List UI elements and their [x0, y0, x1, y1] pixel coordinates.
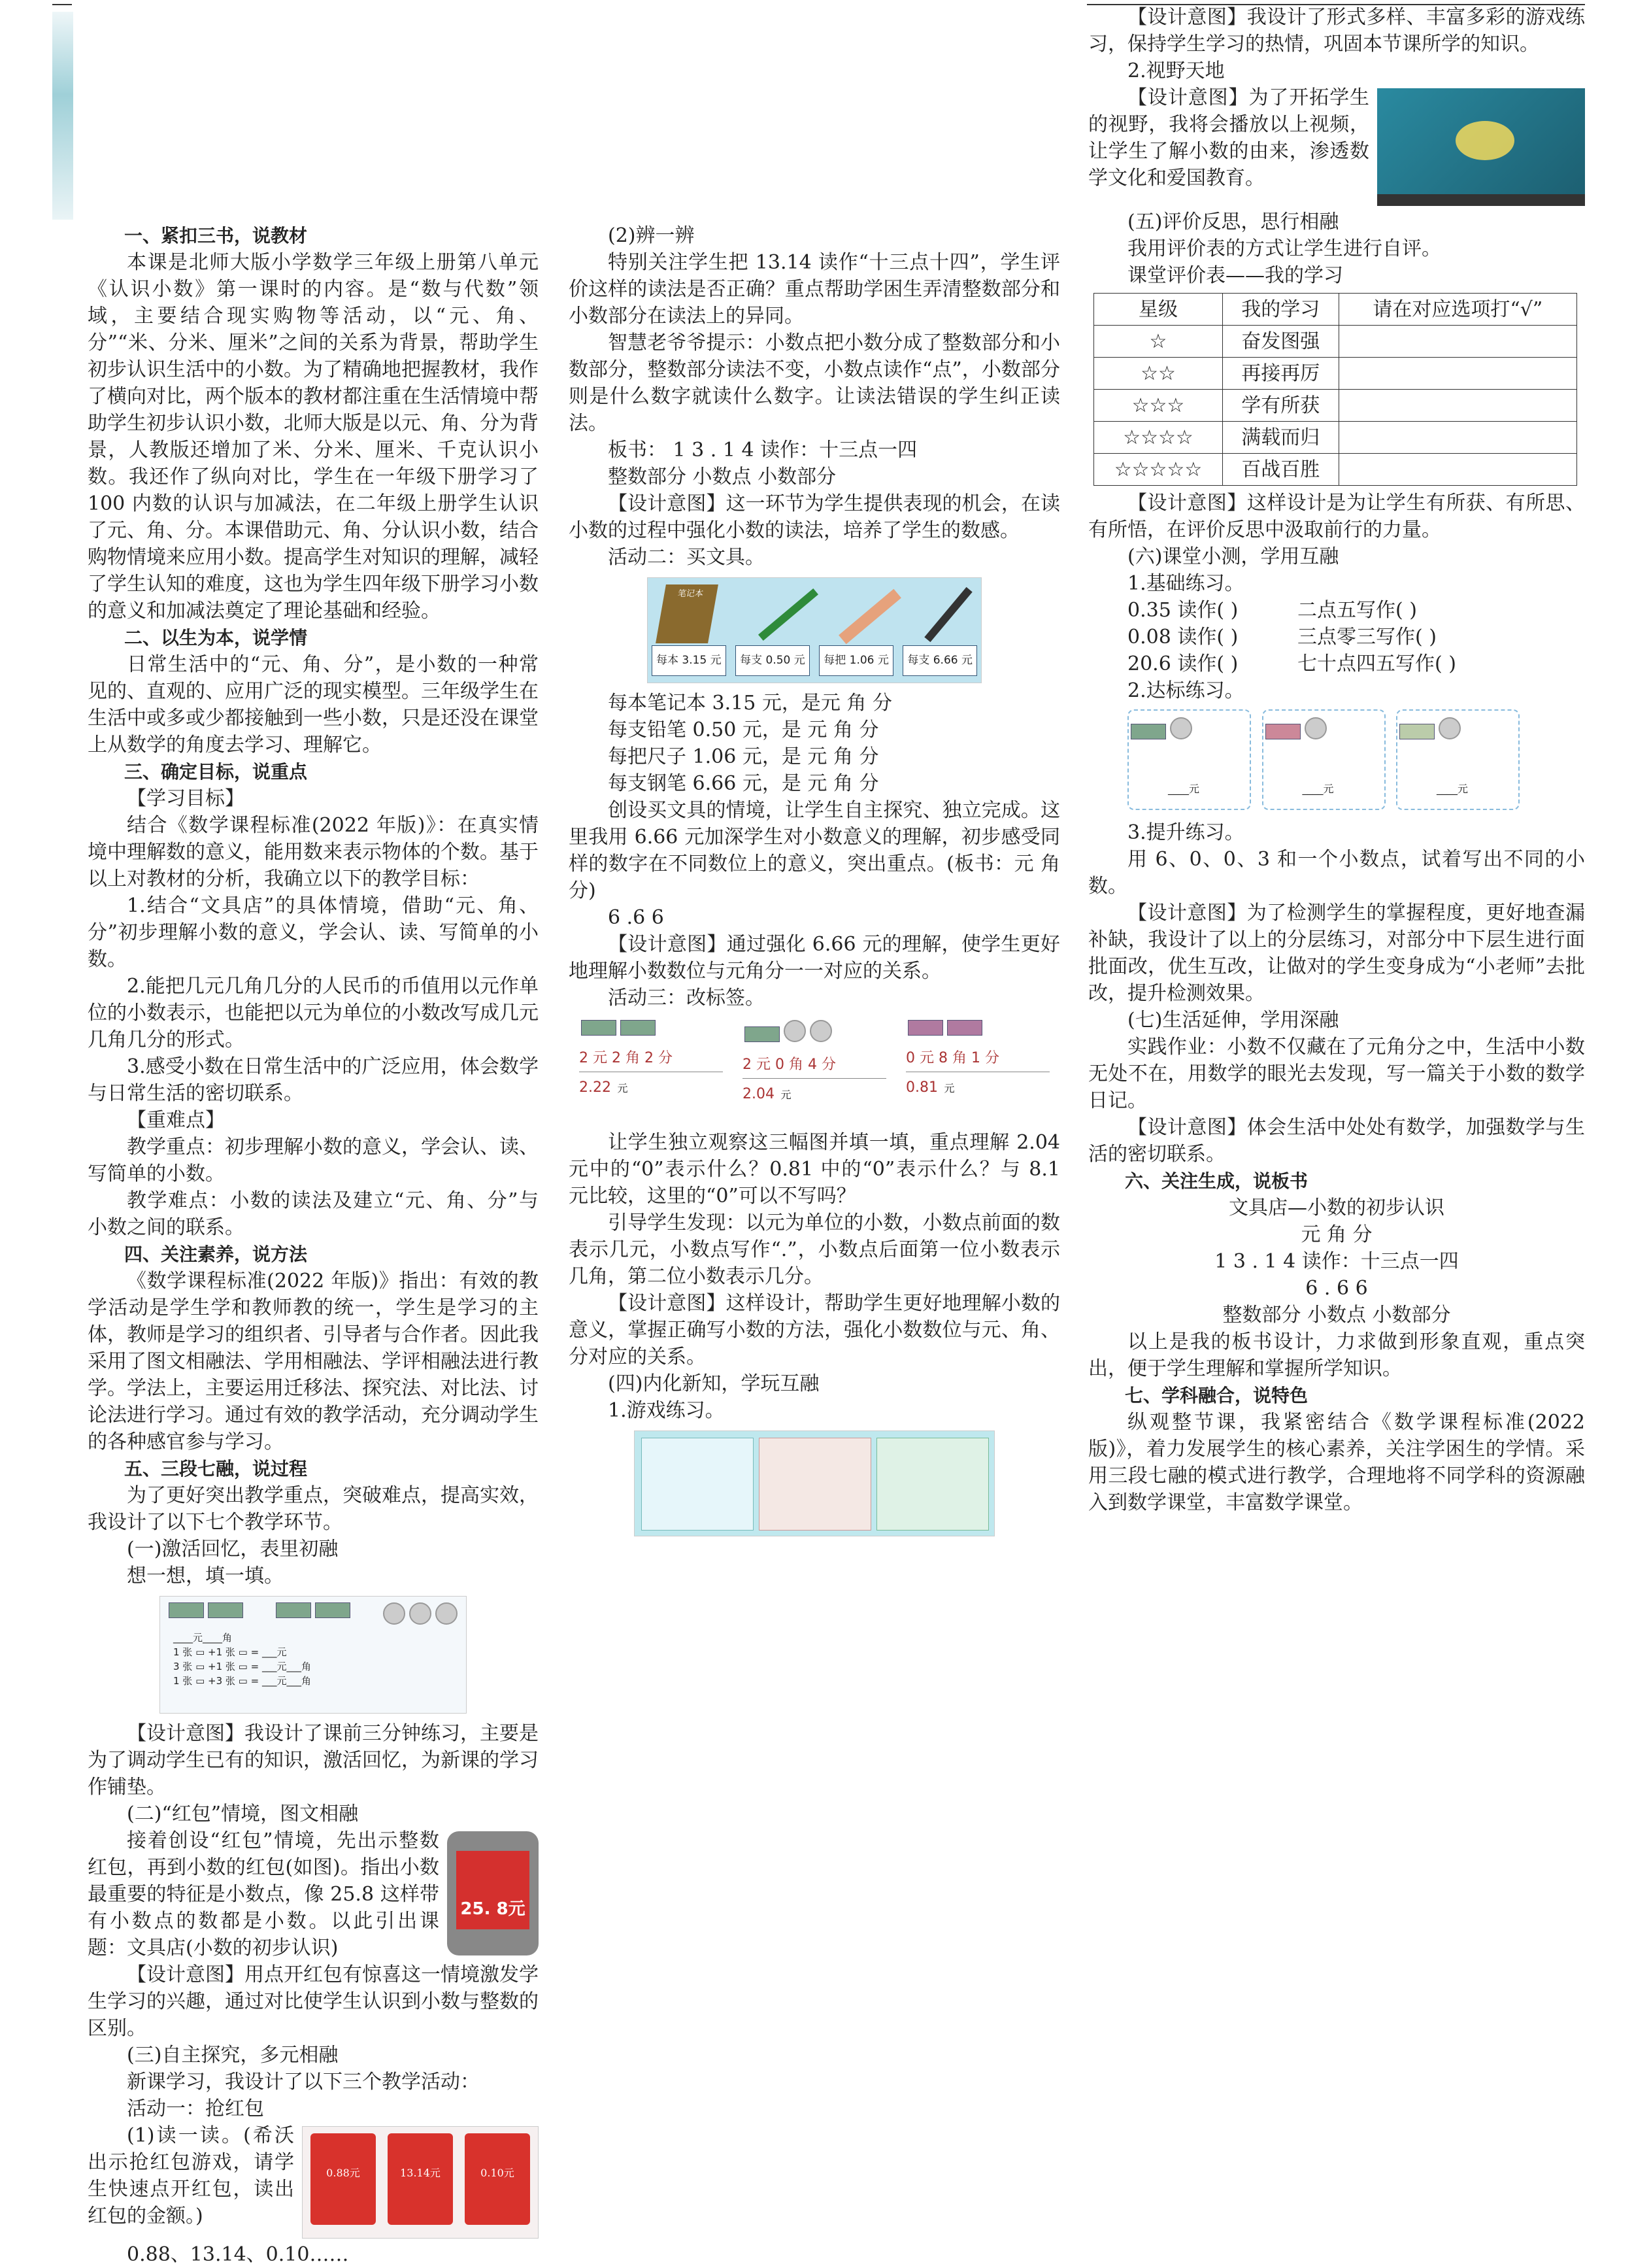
- paragraph: 活动二：买文具。: [608, 546, 765, 569]
- paragraph: 每支钢笔 6.66 元，是 元 角 分: [608, 772, 879, 795]
- section-heading-1: 一、紧扣三书，说教材: [124, 225, 308, 246]
- star-cell: ☆☆: [1094, 358, 1223, 390]
- paragraph: 【设计意图】为了检测学生的掌握程度，更好地查漏补缺，我设计了以上的分层练习，对部分中下层生进行面批面改，优生互改，让做对的学生变身成为“小老师”去批改，提升检测效果。: [1088, 902, 1585, 1005]
- section-heading-5: 五、三段七融，说过程: [124, 1458, 308, 1480]
- banknote-icon: [1131, 724, 1166, 739]
- price-tag: 每把 1.06 元: [819, 645, 893, 676]
- label-group: [906, 1018, 1050, 1108]
- star-cell: ☆: [1094, 326, 1223, 358]
- money-box: [1396, 709, 1520, 810]
- red-packet-screen: [456, 1851, 529, 1929]
- paragraph: 每把尺子 1.06 元，是 元 角 分: [608, 745, 879, 768]
- section-heading-6: 六、关注生成，说板书: [1125, 1170, 1309, 1192]
- table-row: [1094, 358, 1577, 390]
- equation-row: 1 张 ▭ +3 张 ▭ = ___元___角: [173, 1675, 311, 1687]
- paragraph: (二)“红包”情境，图文相融: [127, 1803, 359, 1825]
- red-packets-figure: [302, 2126, 539, 2239]
- exercise-item: 七十点四五写作( ): [1297, 652, 1456, 675]
- paragraph: 整数部分 小数点 小数部分: [608, 465, 837, 488]
- paragraph: 每本笔记本 3.15 元，是元 角 分: [608, 692, 892, 715]
- red-packet-icon: 0.10元: [465, 2133, 530, 2225]
- check-cell[interactable]: [1339, 454, 1576, 486]
- check-cell[interactable]: [1339, 358, 1576, 390]
- price-tags: [652, 645, 977, 676]
- section-heading-3: 三、确定目标，说重点: [124, 761, 308, 783]
- level-cell: 满载而归: [1222, 422, 1339, 454]
- paragraph: (2)辨一辨: [608, 224, 695, 247]
- paragraph: 3.感受小数在日常生活中的广泛应用，体会数学与日常生活的密切联系。: [88, 1055, 539, 1105]
- paragraph: 想一想，填一填。: [127, 1565, 284, 1587]
- paragraph: 【设计意图】体会生活中处处有数学，加强数学与生活的密切联系。: [1088, 1116, 1585, 1166]
- board-line: 整数部分 小数点 小数部分: [1222, 1304, 1451, 1327]
- label-decimal: 2.22: [579, 1079, 611, 1096]
- money-boxes: [1127, 709, 1520, 810]
- exercise-item: 三点零三写作( ): [1297, 626, 1437, 649]
- money-target-figure: [1127, 709, 1520, 814]
- paragraph: 1.游戏练习。: [608, 1399, 725, 1422]
- table-row: [1094, 422, 1577, 454]
- section-heading-2: 二、以生为本，说学情: [124, 627, 308, 649]
- coin-icon: [810, 1020, 832, 1042]
- paragraph: (1)读一读。(希沃出示抢红包游戏，请学生快速点开红包，读出红包的金额。): [88, 2124, 294, 2227]
- check-cell[interactable]: [1339, 390, 1576, 422]
- coin-icon: [409, 1602, 431, 1625]
- paragraph: 3.提升练习。: [1127, 821, 1244, 844]
- paragraph: 接着创设“红包”情境，先出示整数红包，再到小数的红包(如图)。指出小数最重要的特征是小数点，像 25.8 这样带有小数点的数都是小数。以此引出课题：文具店(小数的初步认识): [88, 1829, 439, 1959]
- money-row: [167, 1600, 459, 1631]
- label-decimal-row: [906, 1072, 1050, 1102]
- paragraph: 我用评价表的方式让学生进行自评。: [1127, 237, 1441, 260]
- exercise-row: [1088, 651, 1585, 677]
- paragraph: 2.能把几元几角几分的人民币的币值用以元作单位的小数表示，也能把以元为单位的小数改写成几元几角几分的形式。: [88, 975, 539, 1051]
- paragraph: 教学难点：小数的读法及建立“元、角、分”与小数之间的联系。: [88, 1189, 539, 1239]
- paragraph: 【设计意图】用点开红包有惊喜这一情境激发学生学习的兴趣，通过对比使学生认识到小数与整数的区别。: [88, 1963, 539, 2040]
- star-cell: ☆☆☆☆☆: [1094, 454, 1223, 486]
- paragraph: 0.88、13.14、0.10……: [127, 2243, 349, 2266]
- coin-icon: [435, 1602, 458, 1625]
- label-line: 0 元 8 角 1 分: [906, 1045, 1050, 1072]
- table-row: [1094, 454, 1577, 486]
- banknote-icon: [1265, 724, 1301, 739]
- money-box: [1262, 709, 1386, 810]
- section-heading-4: 四、关注素养，说方法: [124, 1244, 308, 1265]
- table-row: [1094, 326, 1577, 358]
- coin-icon: [1305, 717, 1327, 739]
- paragraph: 纵观整节课，我紧密结合《数学课程标准(2022版)》，着力发展学生的核心素养，关注学困生的学情。采用三段七融的模式进行教学，合理地将不同学科的资源融入到数学课堂，丰富数学课堂。: [1088, 1411, 1585, 1514]
- exercise-row: [1088, 597, 1585, 624]
- evaluation-table: [1093, 293, 1577, 486]
- game-screenshots-figure: [634, 1430, 995, 1536]
- exercise-item: 二点五写作( ): [1297, 599, 1417, 622]
- game-panel: [759, 1438, 871, 1531]
- coin-icon: [1439, 717, 1461, 739]
- table-header: 我的学习: [1222, 294, 1339, 326]
- notebook-icon: 笔记本: [656, 584, 718, 643]
- ruler-icon: [839, 589, 901, 644]
- table-header: 星级: [1094, 294, 1223, 326]
- label-line: 2 元 2 角 2 分: [579, 1045, 723, 1072]
- banknote-icon: [620, 1020, 656, 1036]
- paragraph: 让学生独立观察这三幅图并填一填，重点理解 2.04 元中的“0”表示什么？0.81 中的“0”表示什么？与 8.1 元比较，这里的“0”可以不写吗？: [569, 1131, 1060, 1208]
- pen-icon: [924, 587, 972, 642]
- banknote-icon: [208, 1602, 243, 1618]
- video-progress-bar: [1377, 194, 1585, 206]
- paragraph: 用 6、0、0、3 和一个小数点，试着写出不同的小数。: [1088, 848, 1585, 898]
- label-line: 2 元 0 角 4 分: [742, 1051, 886, 1079]
- banknote-icon: [744, 1026, 780, 1042]
- top-rule-left: [52, 4, 72, 5]
- decorative-side-image: [52, 12, 73, 220]
- level-cell: 学有所获: [1222, 390, 1339, 422]
- paragraph: 课堂评价表——我的学习: [1127, 264, 1343, 287]
- coin-icon: [383, 1602, 405, 1625]
- paragraph: 结合《数学课程标准(2022 年版)》：在真实情境中理解数的意义，能用数来表示物体的个数。基于以上对教材的分析，我确立以下的教学目标：: [88, 814, 539, 890]
- paragraph: (六)课堂小测，学用互融: [1127, 545, 1339, 568]
- paragraph: 活动一：抢红包: [127, 2097, 264, 2120]
- label-decimal: 2.04: [742, 1086, 775, 1102]
- label-groups: [579, 1018, 1050, 1108]
- exercise-item: 0.08 读作( ): [1127, 626, 1239, 649]
- answer-line: ____元: [1302, 783, 1334, 795]
- answer-line: ____元____角: [173, 1632, 233, 1644]
- paragraph: 1.结合“文具店”的具体情境，借助“元、角、分”初步理解小数的意义，学会认、读、写简单的小数。: [88, 894, 539, 971]
- paragraph: (七)生活延伸，学用深融: [1127, 1009, 1339, 1032]
- price-tag: 每本 3.15 元: [652, 645, 726, 676]
- banknote-icon: [315, 1602, 350, 1618]
- banknote-icon: [1399, 724, 1435, 739]
- level-cell: 百战百胜: [1222, 454, 1339, 486]
- video-screenshot: [1377, 88, 1585, 206]
- level-cell: 再接再厉: [1222, 358, 1339, 390]
- paragraph: (四)内化新知，学玩互融: [608, 1372, 820, 1395]
- banknote-icon: [947, 1020, 982, 1036]
- paragraph: 2.达标练习。: [1127, 679, 1244, 702]
- table-header-row: [1094, 294, 1577, 326]
- unit-label: 元: [944, 1082, 955, 1094]
- exercise-row: [1088, 624, 1585, 651]
- section-heading-7: 七、学科融合，说特色: [1125, 1385, 1309, 1406]
- paragraph: 【设计意图】通过强化 6.66 元的理解，使学生更好地理解小数数位与元角分一一对应的关系。: [569, 933, 1060, 983]
- table-row: [1094, 390, 1577, 422]
- relabel-figure: [579, 1018, 1050, 1123]
- paragraph: 活动三：改标签。: [608, 987, 765, 1009]
- answer-line: ____元: [1437, 783, 1469, 795]
- banknote-icon: [908, 1020, 943, 1036]
- column-1: [88, 222, 539, 2268]
- label-group: [742, 1018, 886, 1108]
- equation-row: 3 张 ▭ +1 张 ▭ = ___元___角: [173, 1661, 311, 1672]
- board-title: 文具店—小数的初步认识: [1229, 1196, 1444, 1219]
- banknote-icon: [169, 1602, 204, 1618]
- label-group: [579, 1018, 723, 1108]
- paragraph: 日常生活中的“元、角、分”，是小数的一种常见的、直观的、应用广泛的现实模型。三年级学生在生活中或多或少都接触到一些小数，只是还没在课堂上从数学的角度去学习、理解它。: [88, 653, 539, 756]
- price-tag: 每支 0.50 元: [735, 645, 810, 676]
- paragraph: 《数学课程标准(2022 年版)》指出：有效的教学活动是学生学和教师教的统一，学生是学习的主体，教师是学习的组织者、引导者与合作者。因此我采用了图文相融法、学用相融法、学评相融法进行教学。学法上，主要运用迁移法、探究法、对比法、讨论法进行学习。通过有效的教学活动，充分调动学生的各种感官参与学习。: [88, 1270, 539, 1453]
- unit-label: 元: [617, 1082, 628, 1094]
- game-panel: [876, 1438, 989, 1531]
- board-line: 6 . 6 6: [1305, 1277, 1368, 1300]
- paragraph: 以上是我的板书设计，力求做到形象直观，重点突出，便于学生理解和掌握所学知识。: [1088, 1330, 1585, 1380]
- paragraph: (三)自主探究，多元相融: [127, 2044, 339, 2067]
- paragraph: 【设计意图】这一环节为学生提供表现的机会，在读小数的过程中强化小数的读法，培养了学生的数感。: [569, 492, 1060, 542]
- paragraph: 6 .6 6: [608, 906, 664, 929]
- paragraph: 【重难点】: [127, 1109, 225, 1132]
- equation-row: 1 张 ▭ +1 张 ▭ = ___元: [173, 1646, 287, 1658]
- exercise-item: 0.35 读作( ): [1127, 599, 1239, 622]
- stationery-figure: [647, 577, 982, 683]
- paragraph: 【设计意图】这样设计是为让学生有所获、有所思、有所悟，在评价反思中汲取前行的力量。: [1088, 492, 1585, 541]
- paragraph: 1.基础练习。: [1127, 572, 1244, 595]
- paragraph: 为了更好突出教学重点，突破难点，提高实效，我设计了以下七个教学环节。: [88, 1484, 539, 1534]
- exercise-item: 20.6 读作( ): [1127, 652, 1239, 675]
- check-cell[interactable]: [1339, 422, 1576, 454]
- paragraph: 创设买文具的情境，让学生自主探究、独立完成。这里我用 6.66 元加深学生对小数意义的理解，初步感受同样的数字在不同数位上的意义，突出重点。(板书：元 角 分): [569, 799, 1060, 902]
- label-decimal-row: [742, 1079, 886, 1108]
- board-line: 元 角 分: [1301, 1223, 1373, 1246]
- banknote-icon: [581, 1020, 616, 1036]
- paragraph: (五)评价反思，思行相融: [1127, 211, 1339, 233]
- price-tag: 每支 6.66 元: [903, 645, 977, 676]
- paragraph: 2.视野天地: [1127, 59, 1225, 82]
- paragraph: 教学重点：初步理解小数的意义，学会认、读、写简单的小数。: [88, 1136, 539, 1185]
- pencil-icon: [758, 588, 818, 641]
- paragraph: 引导学生发现：以元为单位的小数，小数点前面的数表示几元，小数点写作“.”，小数点后面第一位小数表示几角，第二位小数表示几分。: [569, 1211, 1060, 1288]
- red-packet-amount: 25. 8元: [460, 1899, 525, 1919]
- table-header: 请在对应选项打“√”: [1339, 294, 1576, 326]
- paragraph: (一)激活回忆，表里初融: [127, 1538, 339, 1561]
- paragraph: 板书： 1 3 . 1 4 读作：十三点一四: [608, 439, 918, 462]
- paragraph: 每支铅笔 0.50 元，是 元 角 分: [608, 719, 879, 741]
- star-cell: ☆☆☆: [1094, 390, 1223, 422]
- banknote-icon: [276, 1602, 311, 1618]
- level-cell: 奋发图强: [1222, 326, 1339, 358]
- label-decimal: 0.81: [906, 1079, 938, 1096]
- red-packet-icon: 13.14元: [388, 2133, 453, 2225]
- column-2: [569, 222, 1060, 1543]
- paragraph: 【设计意图】我设计了形式多样、丰富多彩的游戏练习，保持学生学习的热情，巩固本节课所学的知识。: [1088, 6, 1585, 56]
- paragraph: 智慧老爷爷提示：小数点把小数分成了整数部分和小数部分，整数部分读法不变，小数点读作“点”，小数部分则是什么数字就读什么数字。让读法错误的学生纠正读法。: [569, 331, 1060, 435]
- paragraph: 新课学习，我设计了以下三个教学活动：: [127, 2071, 480, 2093]
- paragraph: 【设计意图】我设计了课前三分钟练习，主要是为了调动学生已有的知识，激活回忆，为新课的学习作铺垫。: [88, 1722, 539, 1799]
- star-cell: ☆☆☆☆: [1094, 422, 1223, 454]
- paragraph: 【学习目标】: [127, 787, 244, 810]
- label-decimal-row: [579, 1072, 723, 1102]
- coin-icon: [1170, 717, 1192, 739]
- paragraph: 特别关注学生把 13.14 读作“十三点十四”，学生评价这样的读法是否正确？重点帮助学困生弄清整数部分和小数部分在读法上的异同。: [569, 251, 1060, 328]
- paragraph: 本课是北师大版小学数学三年级上册第八单元《认识小数》第一课时的内容。是“数与代数”领域，主要结合现实购物等活动，以“元、角、分”“米、分米、厘米”之间的关系为背景，帮助学生初步认识生活中的小数。为了精确地把握教材，我作了横向对比，两个版本的教材都注重在生活情境中帮助学生初步认识小数，北师大版是以元、角、分为背景，人教版还增加了米、分米、厘米、千克认识小数。我还作了纵向对比，学生在一年级下册学习了 100 内数的认识与加减法，在二年级上册学生认识了元、角、分。本课借助元、角、分认识小数，结合购物情境来应用小数。提高学生对知识的理解，减轻了学生认知的难度，这也为学生四年级下册学习小数的意义和加减法奠定了理论基础和经验。: [88, 251, 539, 622]
- phone-icon: [447, 1831, 539, 1955]
- video-graphic: [1456, 121, 1514, 160]
- phone-red-packet-figure: [447, 1831, 539, 1955]
- paragraph: 【设计意图】这样设计，帮助学生更好地理解小数的意义，掌握正确写小数的方法，强化小数数位与元、角、分对应的关系。: [569, 1292, 1060, 1368]
- unit-label: 元: [780, 1089, 792, 1101]
- game-panel: [641, 1438, 754, 1531]
- check-cell[interactable]: [1339, 326, 1576, 358]
- money-box: [1127, 709, 1251, 810]
- answer-line: ____元: [1168, 783, 1200, 795]
- money-fill-figure: [159, 1596, 467, 1714]
- paragraph: 【设计意图】为了开拓学生的视野，我将会播放以上视频，让学生了解小数的由来，渗透数学文化和爱国教育。: [1088, 86, 1369, 190]
- red-packet-icon: 0.88元: [310, 2133, 376, 2225]
- paragraph: 实践作业：小数不仅藏在了元角分之中，生活中小数无处不在，用数学的眼光去发现，写一篇关于小数的数学日记。: [1088, 1036, 1585, 1112]
- column-3: [1088, 4, 1585, 1516]
- coin-icon: [784, 1020, 806, 1042]
- board-line: 1 3 . 1 4 读作：十三点一四: [1214, 1250, 1459, 1273]
